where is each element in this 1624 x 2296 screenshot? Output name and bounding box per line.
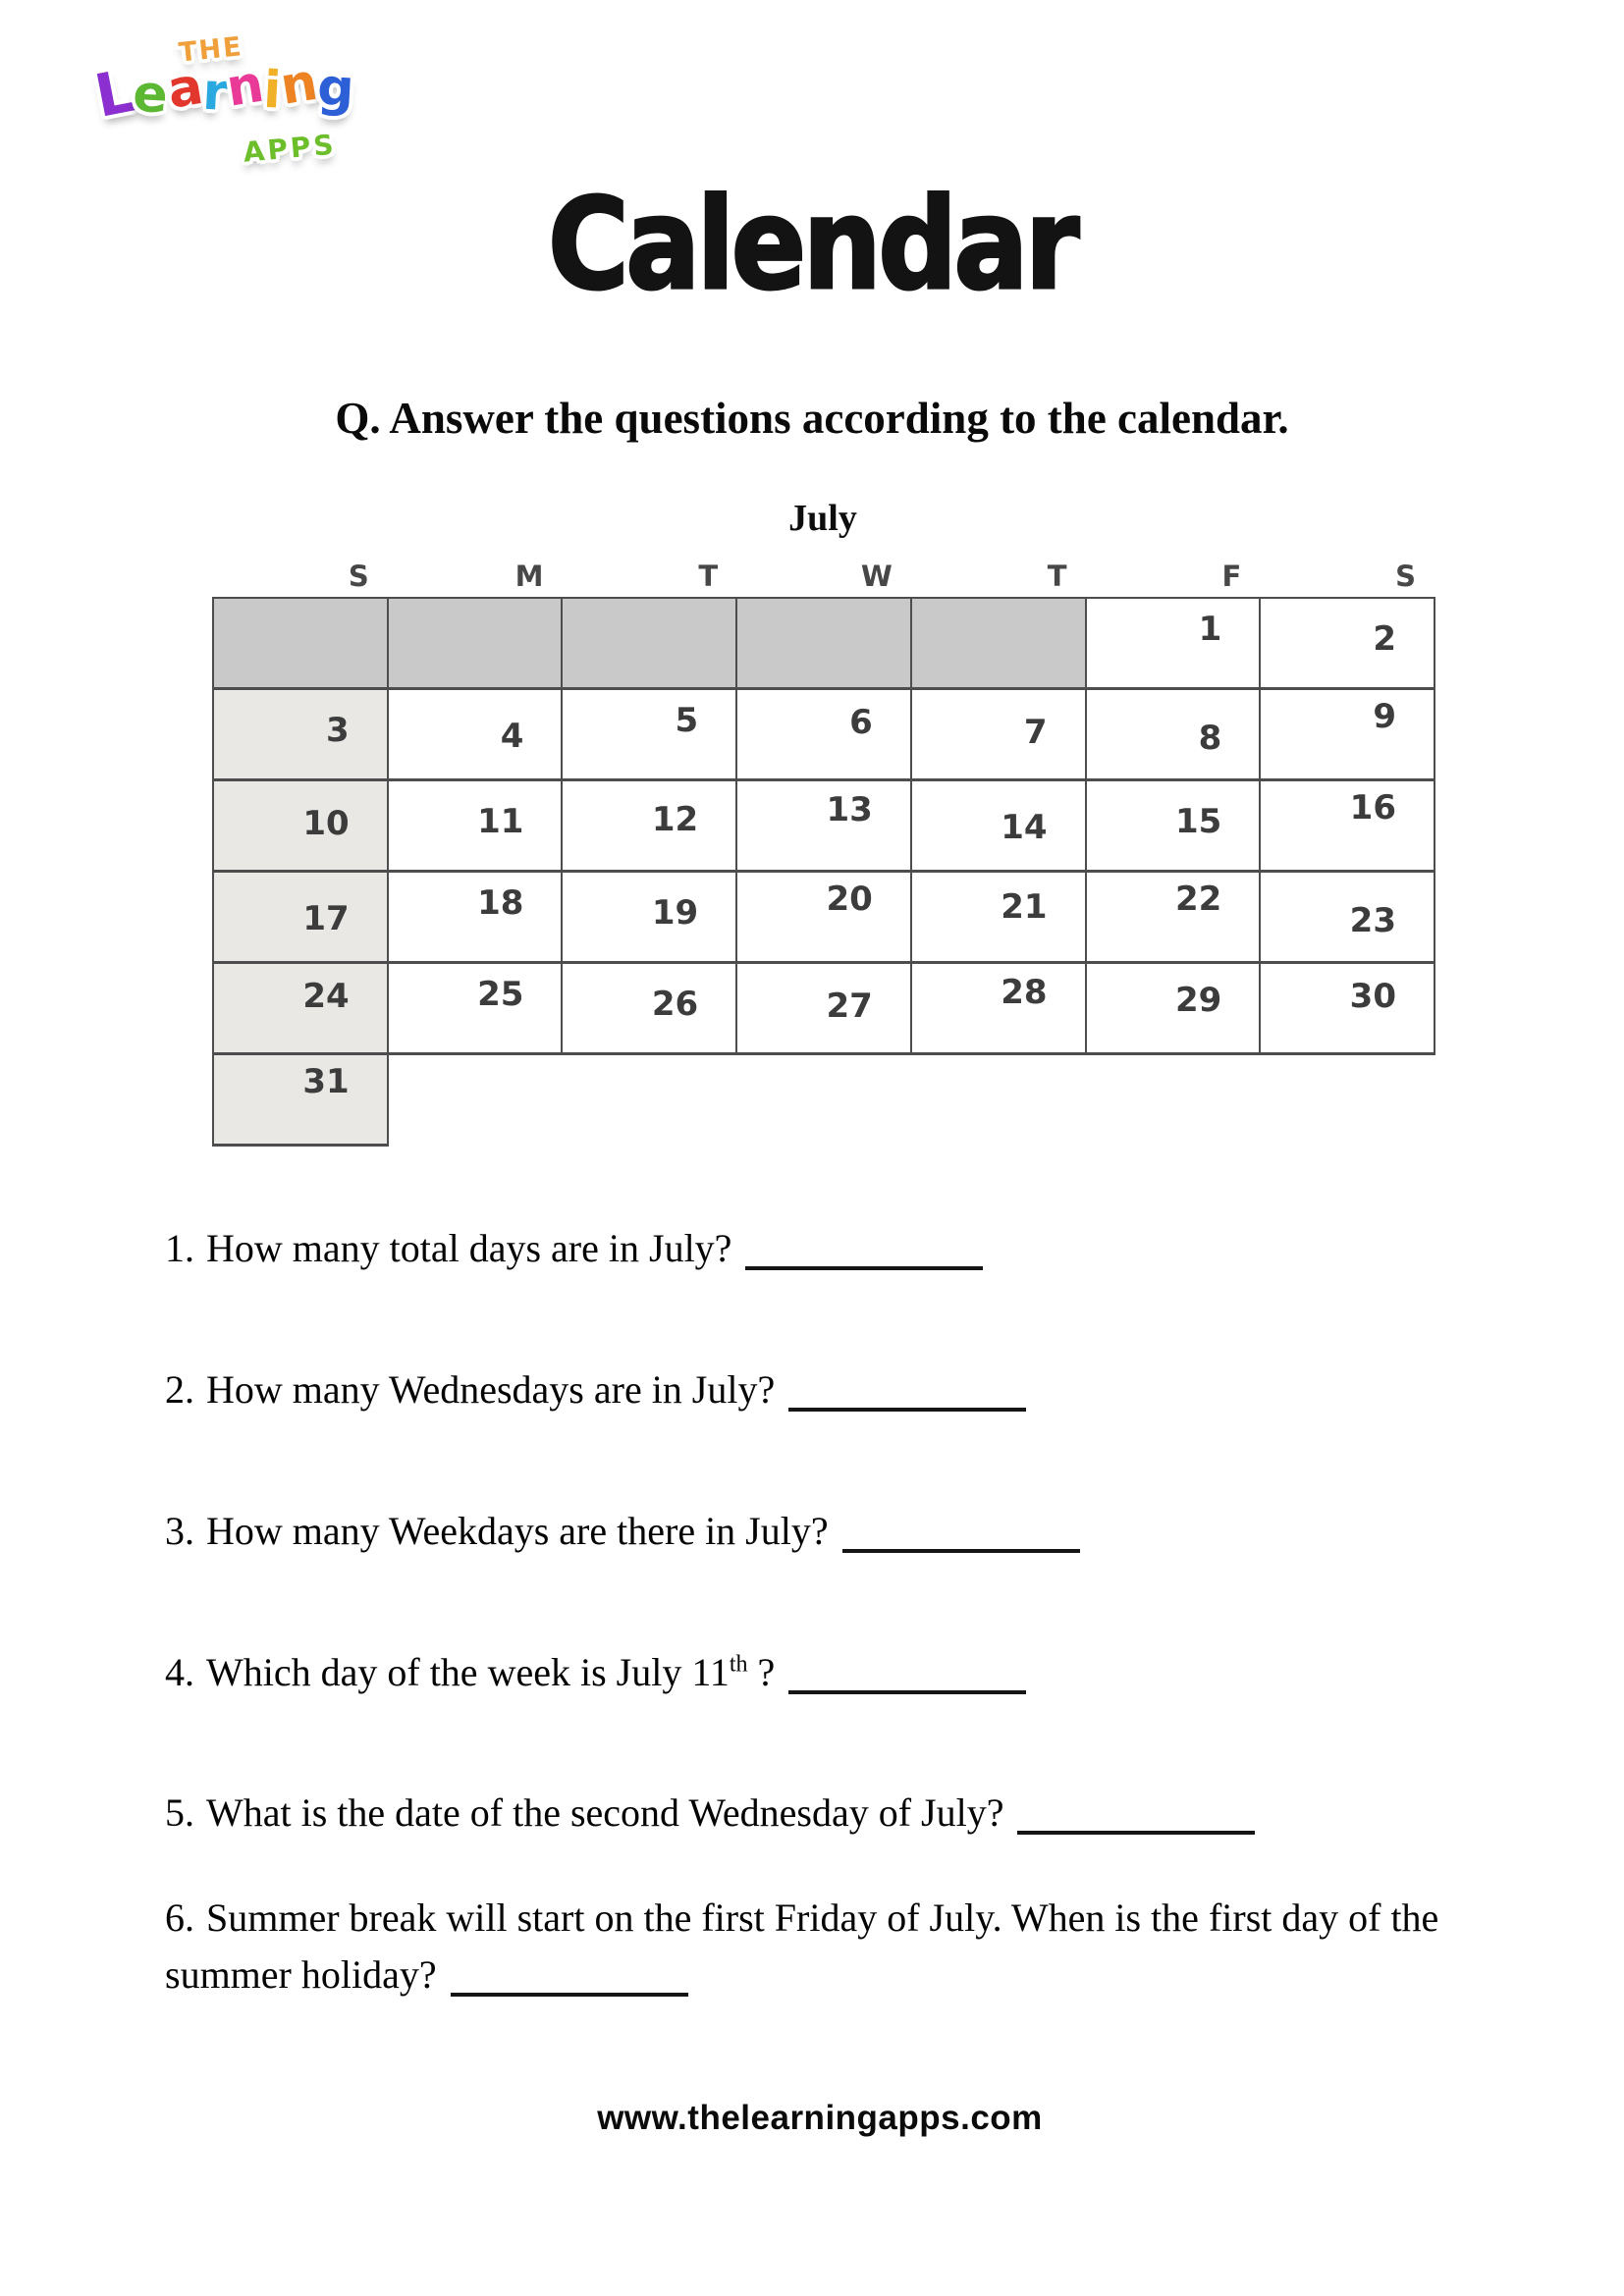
day-header-letter: T — [1047, 560, 1067, 593]
ordinal-suffix: th — [729, 1651, 748, 1678]
day-number: 27 — [826, 987, 873, 1026]
logo-letter: r — [200, 62, 230, 123]
day-number: 18 — [477, 883, 524, 923]
question-text: Summer break will start on the first Friday of July. When is the first day of the — [206, 1896, 1439, 1940]
day-number: 30 — [1349, 977, 1396, 1016]
day-number: 5 — [675, 701, 699, 740]
question-text: ? — [747, 1650, 776, 1694]
logo-letter: e — [132, 64, 170, 126]
day-header-letter: F — [1221, 560, 1242, 593]
logo-the-text: THE — [177, 31, 245, 69]
footer-url: www.thelearningapps.com — [597, 2099, 1043, 2137]
day-number: 23 — [1349, 901, 1396, 940]
question-number: 2. — [165, 1367, 194, 1412]
logo-letter: g — [316, 58, 356, 119]
day-number: 12 — [651, 800, 699, 839]
day-number: 2 — [1373, 619, 1396, 659]
logo-letter: L — [89, 56, 140, 132]
question-5 — [165, 1785, 1471, 1842]
day-number: 22 — [1174, 880, 1222, 919]
answer-blank — [788, 1394, 1026, 1412]
day-number: 29 — [1174, 981, 1222, 1020]
question-text: How many Wednesdays are in July? — [206, 1367, 776, 1412]
day-number: 14 — [1001, 808, 1048, 847]
answer-blank — [788, 1677, 1026, 1694]
question-number: 4. — [165, 1650, 194, 1694]
logo-letter: n — [222, 54, 268, 119]
question-text: How many Weekdays are there in July? — [206, 1509, 829, 1553]
question-number: 6. — [165, 1896, 194, 1940]
day-number: 19 — [651, 893, 699, 933]
day-header-letter: W — [860, 560, 893, 593]
day-number: 1 — [1198, 610, 1222, 649]
answer-blank — [842, 1535, 1080, 1553]
day-number: 15 — [1174, 802, 1222, 841]
question-3 — [165, 1503, 1471, 1560]
answer-blank — [745, 1253, 983, 1270]
question-number: 3. — [165, 1509, 194, 1553]
logo-letter: i — [262, 60, 284, 121]
question-4 — [165, 1644, 1471, 1701]
page-title: Calendar — [548, 172, 1076, 318]
question-1 — [165, 1220, 1471, 1277]
day-number: 16 — [1349, 788, 1396, 828]
day-number: 8 — [1198, 719, 1222, 758]
question-text: summer holiday? — [165, 1952, 437, 1997]
day-number: 7 — [1023, 713, 1048, 752]
day-number: 21 — [1001, 887, 1048, 927]
day-number: 25 — [477, 975, 524, 1014]
day-number: 26 — [651, 985, 699, 1024]
instruction-heading: Q. Answer the questions according to the calendar. — [335, 394, 1289, 443]
logo-letter: a — [163, 57, 207, 121]
day-number: 9 — [1373, 697, 1396, 736]
day-header-letter: M — [514, 560, 544, 593]
question-number: 5. — [165, 1790, 194, 1835]
calendar-month-title: July — [788, 498, 857, 539]
day-header-letter: S — [1395, 560, 1416, 593]
day-number: 13 — [826, 790, 873, 829]
question-text: What is the date of the second Wednesday of July? — [206, 1790, 1004, 1835]
answer-blank — [1017, 1817, 1255, 1835]
day-header-letter: T — [698, 560, 719, 593]
logo-apps-text: APPS — [242, 128, 338, 169]
day-number: 3 — [326, 711, 350, 750]
day-number: 6 — [849, 703, 873, 742]
question-text: Which day of the week is July 11 — [206, 1650, 730, 1694]
question-2 — [165, 1362, 1471, 1418]
day-number: 31 — [302, 1062, 350, 1101]
day-number: 17 — [302, 899, 350, 938]
question-6 — [165, 1890, 1471, 2003]
answer-blank — [451, 1979, 688, 1997]
day-header-letter: S — [348, 560, 369, 593]
day-number: 24 — [302, 977, 350, 1016]
day-number: 4 — [500, 717, 524, 756]
day-number: 11 — [477, 802, 524, 841]
day-number: 20 — [826, 880, 873, 919]
logo-letter: n — [276, 52, 322, 117]
day-number: 10 — [302, 804, 350, 843]
question-text: How many total days are in July? — [206, 1226, 732, 1270]
day-number: 28 — [1001, 973, 1048, 1012]
question-number: 1. — [165, 1226, 194, 1270]
